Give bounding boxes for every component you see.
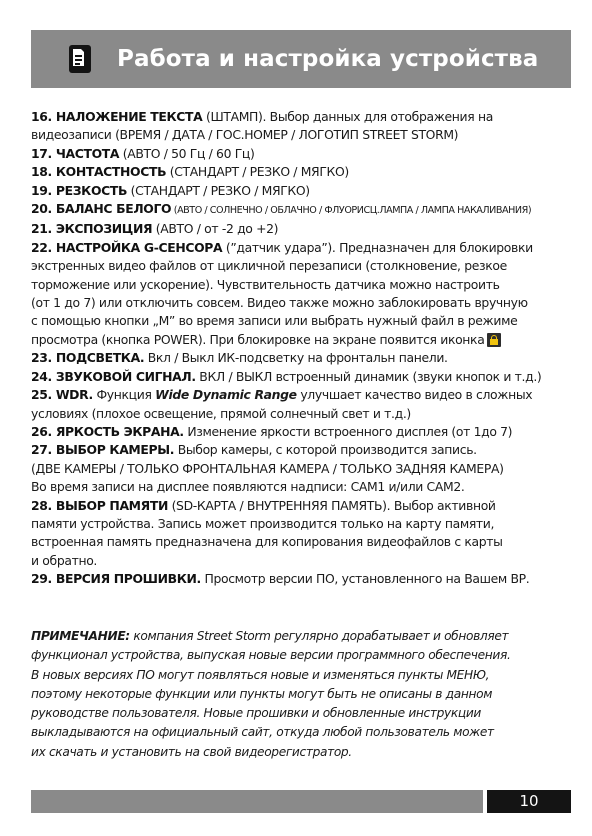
item-text: Во время записи на дисплее появляются надписи: CAM1 и/или CAM2. — [31, 479, 465, 495]
item-text: улучшает качество видео в сложных — [296, 387, 533, 403]
document-icon — [69, 45, 91, 73]
note-line: поэтому некоторые функции или пункты могут быть не описаны в данном — [31, 686, 493, 701]
item-options: (АВТО / СОЛНЕЧНО / ОБЛАЧНО / ФЛУОРИСЦ.ЛАМПА / ЛАМПА НАКАЛИВАНИЯ) — [171, 205, 532, 217]
page-title: Работа и настройка устройства — [117, 46, 539, 72]
item-text: Изменение яркости встроенного дисплея (от 1до 7) — [183, 423, 513, 439]
list-item — [31, 368, 577, 386]
item-text: Вкл / Выкл ИК-подсветку на фронтальн панели. — [144, 350, 448, 366]
list-item — [31, 239, 577, 257]
list-item — [31, 386, 577, 404]
list-item — [31, 200, 577, 220]
lock-icon — [487, 333, 501, 347]
note-text: компания Street Storm регулярно дорабатывает и обновляет — [129, 629, 509, 643]
item-heading: 16. НАЛОЖЕНИЕ ТЕКСТА — [31, 109, 203, 124]
item-text: просмотра (кнопка POWER). При блокировке на экране появится иконка — [31, 331, 485, 347]
item-text: (АВТО / от -2 до +2) — [152, 221, 279, 237]
list-item — [31, 533, 577, 551]
list-item — [31, 163, 577, 181]
item-text: экстренных видео файлов от цикличной перезаписи (столкновение, резкое — [31, 258, 507, 274]
note-line: выкладываются на официальный сайт, откуда любой пользователь может — [31, 725, 494, 740]
list-item — [31, 497, 577, 515]
list-item — [31, 182, 577, 200]
item-text: условиях (плохое освещение, прямой солнечный свет и т.д.) — [31, 405, 411, 421]
item-text: видеозаписи (ВРЕМЯ / ДАТА / ГОС.НОМЕР / ЛОГОТИП STREET STORM) — [31, 127, 459, 143]
list-item — [31, 145, 577, 163]
item-text: (SD-КАРТА / ВНУТРЕННЯЯ ПАМЯТЬ). Выбор активной — [167, 497, 496, 513]
list-item — [31, 108, 577, 126]
item-text: (”датчик удара”). Предназначен для блокировки — [222, 239, 533, 255]
item-heading: 25. WDR. — [31, 387, 93, 403]
note-line: В новых версиях ПО могут появляться новые и изменяться пункты МЕНЮ, — [31, 667, 490, 682]
list-item — [31, 220, 577, 238]
note-label: ПРИМЕЧАНИЕ: — [31, 629, 130, 643]
note-section — [31, 627, 577, 762]
list-item — [31, 423, 577, 441]
list-item — [31, 478, 577, 496]
list-item — [31, 552, 577, 570]
list-item — [31, 441, 577, 459]
item-text: (СТАНДАРТ / РЕЗКО / МЯГКО) — [127, 182, 310, 198]
item-text: (ШТАМП). Выбор данных для отображения на — [202, 109, 493, 124]
item-text: с помощью кнопки „M” во время записи или выбрать нужный файл в режиме — [31, 313, 518, 329]
item-heading: 18. КОНТАСТНОСТЬ — [31, 164, 167, 180]
item-heading: 23. ПОДСВЕТКА. — [31, 350, 145, 366]
list-item — [31, 126, 577, 144]
list-item — [31, 570, 577, 588]
list-item — [31, 405, 577, 423]
settings-list — [31, 108, 577, 589]
item-heading: 20. БАЛАНС БЕЛОГО — [31, 201, 172, 217]
note-line: руководстве пользователя. Новые прошивки и обновленные инструкции — [31, 706, 481, 721]
item-heading: 24. ЗВУКОВОЙ СИГНАЛ. — [31, 368, 196, 384]
item-text: Функция — [92, 387, 156, 403]
item-emphasis: Wide Dynamic Range — [155, 387, 297, 403]
item-text: (СТАНДАРТ / РЕЗКО / МЯГКО) — [166, 164, 349, 180]
footer-bar — [31, 790, 483, 813]
page-number: 10 — [487, 790, 571, 813]
item-text: ВКЛ / ВЫКЛ встроенный динамик (звуки кнопок и т.д.) — [195, 368, 542, 384]
item-text: (ДВЕ КАМЕРЫ / ТОЛЬКО ФРОНТАЛЬНАЯ КАМЕРА / ТОЛЬКО ЗАДНЯЯ КАМЕРА) — [31, 460, 504, 476]
item-text: встроенная память предназначена для копирования видеофайлов с карты — [31, 534, 503, 550]
item-heading: 19. РЕЗКОСТЬ — [31, 182, 128, 198]
item-text: (от 1 до 7) или отключить совсем. Видео также можно заблокировать вручную — [31, 295, 528, 311]
page-header — [31, 30, 571, 88]
item-heading: 21. ЭКСПОЗИЦИЯ — [31, 221, 153, 237]
item-heading: 28. ВЫБОР ПАМЯТИ — [31, 497, 168, 513]
item-text: памяти устройства. Запись может производится только на карту памяти, — [31, 515, 495, 531]
list-item — [31, 257, 577, 275]
list-item — [31, 294, 577, 312]
note-line: функционал устройства, выпуская новые версии программного обеспечения. — [31, 648, 511, 663]
item-text: торможение или ускорение). Чувствительность датчика можно настроить — [31, 276, 500, 292]
note-line: их скачать и установить на свой видеорегистратор. — [31, 744, 352, 759]
list-item — [31, 460, 577, 478]
item-heading: 26. ЯРКОСТЬ ЭКРАНА. — [31, 423, 184, 439]
item-text: Выбор камеры, с которой производится запись. — [174, 442, 477, 458]
item-heading: 22. НАСТРОЙКА G-СЕНСОРА — [31, 239, 223, 255]
list-item — [31, 312, 577, 330]
list-item — [31, 331, 577, 349]
note-line — [31, 627, 577, 646]
list-item — [31, 276, 577, 294]
list-item — [31, 349, 577, 367]
list-item — [31, 515, 577, 533]
item-heading: 27. ВЫБОР КАМЕРЫ. — [31, 442, 175, 458]
item-text: Просмотр версии ПО, установленного на Вашем ВР. — [200, 571, 530, 587]
item-text: и обратно. — [31, 552, 98, 568]
item-heading: 17. ЧАСТОТА — [31, 145, 120, 161]
item-heading: 29. ВЕРСИЯ ПРОШИВКИ. — [31, 571, 201, 587]
item-text: (АВТО / 50 Гц / 60 Гц) — [119, 145, 255, 161]
